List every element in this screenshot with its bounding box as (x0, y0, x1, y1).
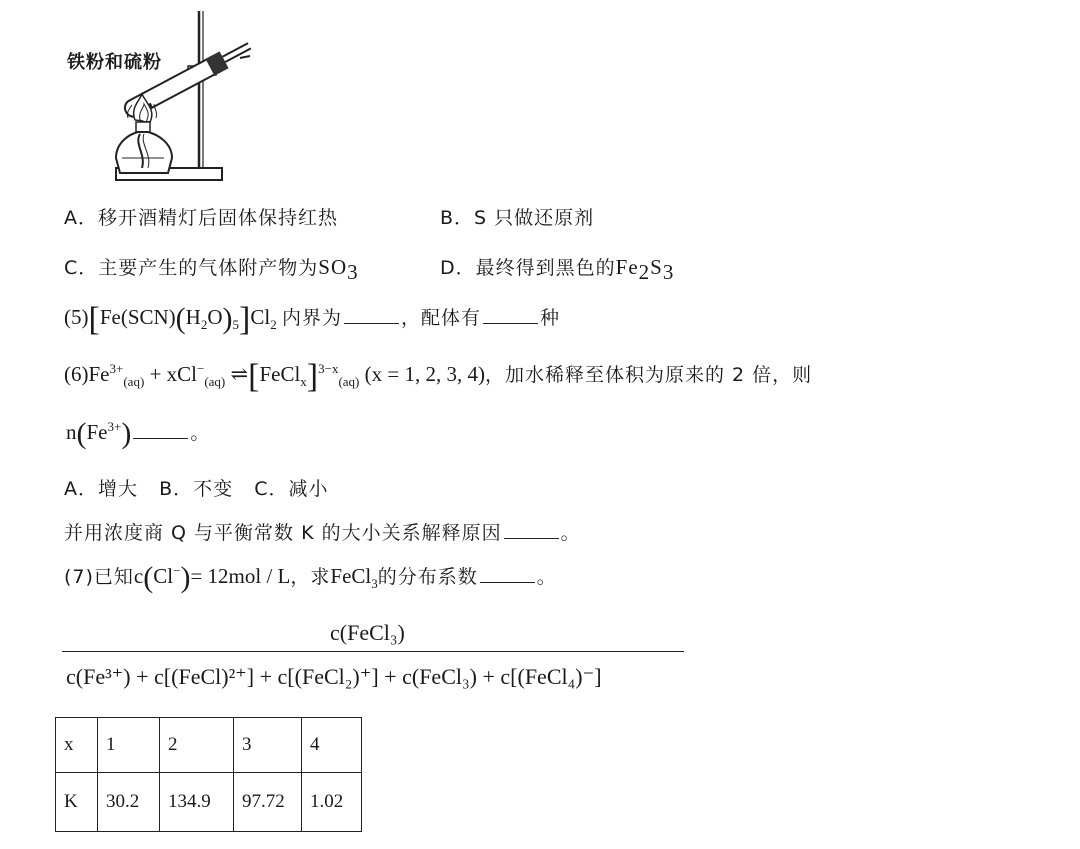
blank-7 (480, 581, 535, 583)
table-cell: x (56, 718, 98, 773)
table-cell: 2 (160, 718, 234, 773)
table-cell: 3 (234, 718, 302, 773)
question-6-reason: 并用浓度商 Q 与平衡常数 K 的大小关系解释原因 。 (64, 522, 581, 544)
option-a: A．移开酒精灯后固体保持红热 (64, 207, 338, 229)
option-d: D．最终得到黑色的$Fe_2S_3$ (440, 255, 675, 284)
table-cell: 1.02 (302, 773, 362, 832)
apparatus-figure (60, 8, 260, 188)
fraction-bar (62, 651, 684, 652)
table-cell: 134.9 (160, 773, 234, 832)
table-cell: 97.72 (234, 773, 302, 832)
table-cell: 30.2 (98, 773, 160, 832)
question-7: (7)已知c(Cl−)= 12mol / L，求FeCl$_3$的分布系数 。 (64, 561, 557, 594)
blank-6b (504, 537, 559, 539)
blank-5b (483, 322, 538, 324)
question-5: $(5)[Fe(SCN)(H_2O)_5]Cl_2$ 内界为 ，配体有 种 (64, 301, 560, 338)
table-row (56, 773, 362, 832)
question-6-options: A．增大 B．不变 C．减小 (64, 478, 329, 500)
table-cell: 4 (302, 718, 362, 773)
blank-5a (344, 322, 399, 324)
figure-label: 铁粉和硫粉 (67, 52, 162, 73)
question-6-n: $n(Fe^{3+})$ 。 (66, 417, 211, 450)
table-cell: K (56, 773, 98, 832)
blank-6a (133, 437, 188, 439)
table-cell: 1 (98, 718, 160, 773)
option-c: C．主要产生的气体附产物为$SO_3$ (64, 255, 359, 284)
option-b: B．S 只做还原剂 (440, 207, 595, 229)
fraction-denominator: c(Fe³⁺) + c[(FeCl)²⁺] + c[(FeCl₂)⁺] + c(FeCl₃) + c[(FeCl₄)⁻] (66, 664, 602, 689)
equilibrium-constant-table (55, 717, 362, 832)
fraction-numerator: c(FeCl₃) (330, 620, 405, 645)
table-header-row (56, 718, 362, 773)
question-6: $(6)Fe^{3+}_{(aq)} + xCl^-_{(aq)}$ ⇌[FeCl$_x$]$^{3-x}_{(aq)}$ (x = 1, 2, 3, 4)，加水稀释至体积为原来的 2 倍，则 (64, 358, 813, 395)
